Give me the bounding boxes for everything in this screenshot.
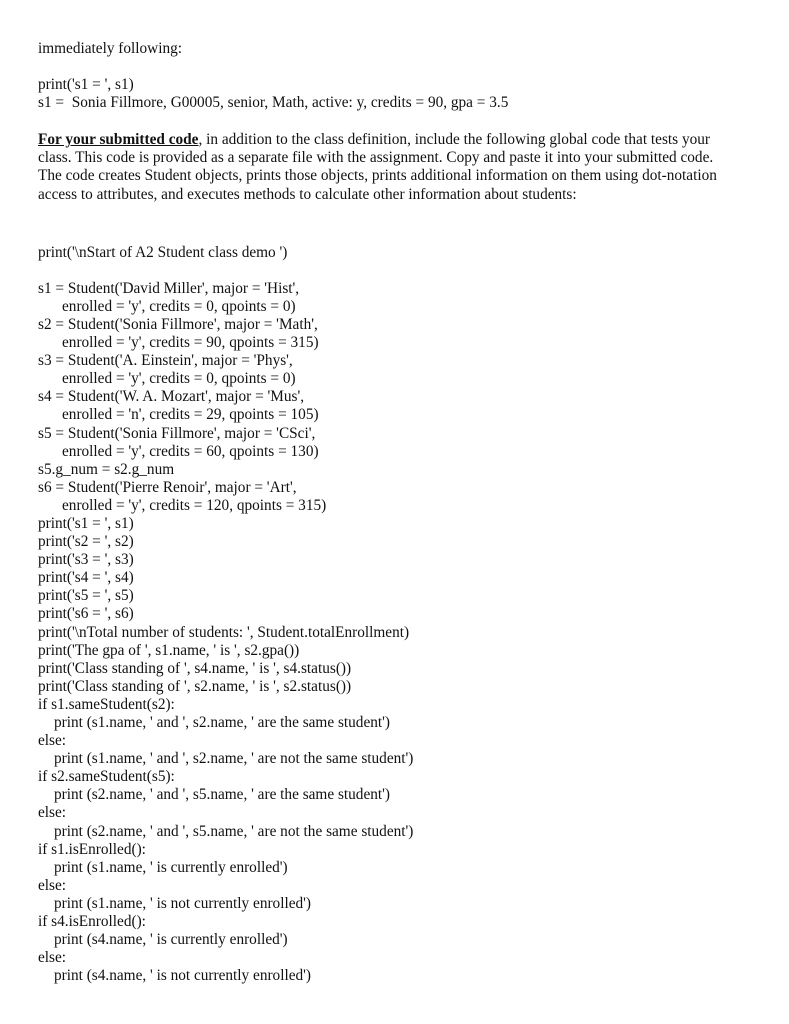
example-print-statement: print('s1 = ', s1) <box>38 76 134 94</box>
code-line: else: <box>38 732 67 750</box>
code-line: if s4.isEnrolled(): <box>38 913 146 931</box>
code-line: print (s1.name, ' is not currently enrolled') <box>54 894 311 912</box>
code-line: enrolled = 'y', credits = 0, qpoints = 0) <box>62 297 296 315</box>
instructions-emphasis: For your submitted code <box>38 131 199 149</box>
code-line: print (s2.name, ' and ', s5.name, ' are not the same student') <box>54 822 414 840</box>
code-line: print('Class standing of ', s2.name, ' is ', s2.status()) <box>38 677 352 695</box>
code-line: s2 = Student('Sonia Fillmore', major = 'Math', <box>38 315 318 333</box>
code-line: print (s2.name, ' and ', s5.name, ' are the same student') <box>54 786 390 804</box>
code-line: enrolled = 'y', credits = 0, qpoints = 0) <box>62 370 296 388</box>
instructions-line-3: The code creates Student objects, prints those objects, prints additional information on them using dot-notation <box>38 167 717 185</box>
code-line: else: <box>38 949 67 967</box>
code-line: if s2.sameStudent(s5): <box>38 768 175 786</box>
document-page <box>38 40 758 985</box>
code-line: enrolled = 'y', credits = 90, qpoints = 315) <box>62 334 319 352</box>
code-line: else: <box>38 876 67 894</box>
instructions-line-1 <box>38 131 758 149</box>
code-line: print (s1.name, ' and ', s2.name, ' are the same student') <box>54 714 390 731</box>
example-output <box>38 76 758 112</box>
code-block <box>38 280 758 986</box>
instructions-line-1-rest: , in addition to the class definition, include the following global code that tests your <box>198 131 710 149</box>
code-line: print('s4 = ', s4) <box>38 569 134 587</box>
code-line: s4 = Student('W. A. Mozart', major = 'Mus', <box>38 388 305 406</box>
code-line: print('s3 = ', s3) <box>38 551 134 569</box>
code-header-line: print('\nStart of A2 Student class demo ') <box>38 243 288 261</box>
code-line: if s1.sameStudent(s2): <box>38 695 175 713</box>
code-line: s1 = Student('David Miller', major = 'Hist', <box>38 279 300 297</box>
code-line: s5.g_num = s2.g_num <box>38 460 175 478</box>
code-line: else: <box>38 804 67 822</box>
code-line: print('s6 = ', s6) <box>38 605 134 623</box>
code-line: if s1.isEnrolled(): <box>38 840 146 858</box>
code-line: s3 = Student('A. Einstein', major = 'Phys', <box>38 352 293 370</box>
code-line: enrolled = 'n', credits = 29, qpoints = 105) <box>62 406 319 424</box>
instructions-line-4: access to attributes, and executes methods to calculate other information about students: <box>38 185 577 203</box>
code-line: enrolled = 'y', credits = 60, qpoints = 130) <box>62 442 319 460</box>
code-line: print (s1.name, ' and ', s2.name, ' are not the same student') <box>54 750 414 768</box>
code-line: enrolled = 'y', credits = 120, qpoints = 315) <box>62 496 327 514</box>
code-line: print (s4.name, ' is currently enrolled') <box>54 931 288 949</box>
instructions-line-2: class. This code is provided as a separate file with the assignment. Copy and paste it into your submitted code. <box>38 149 714 167</box>
code-line: print('s2 = ', s2) <box>38 533 134 551</box>
code-line: print('s5 = ', s5) <box>38 587 134 605</box>
code-line: s5 = Student('Sonia Fillmore', major = 'CSci', <box>38 424 316 442</box>
code-line: print('\nTotal number of students: ', Student.totalEnrollment) <box>38 623 410 641</box>
code-line: print('s1 = ', s1) <box>38 514 134 532</box>
code-line: print('The gpa of ', s1.name, ' is ', s2.gpa()) <box>38 641 300 659</box>
code-line: print (s4.name, ' is not currently enrolled') <box>54 967 311 985</box>
code-line: print (s1.name, ' is currently enrolled') <box>54 858 288 876</box>
intro-text: immediately following: <box>38 40 183 57</box>
example-output-line: s1 = Sonia Fillmore, G00005, senior, Math, active: y, credits = 90, gpa = 3.5 <box>38 94 509 112</box>
code-line: print('Class standing of ', s4.name, ' is ', s4.status()) <box>38 659 352 677</box>
code-line: s6 = Student('Pierre Renoir', major = 'Art', <box>38 478 297 496</box>
instructions-paragraph <box>38 131 758 203</box>
